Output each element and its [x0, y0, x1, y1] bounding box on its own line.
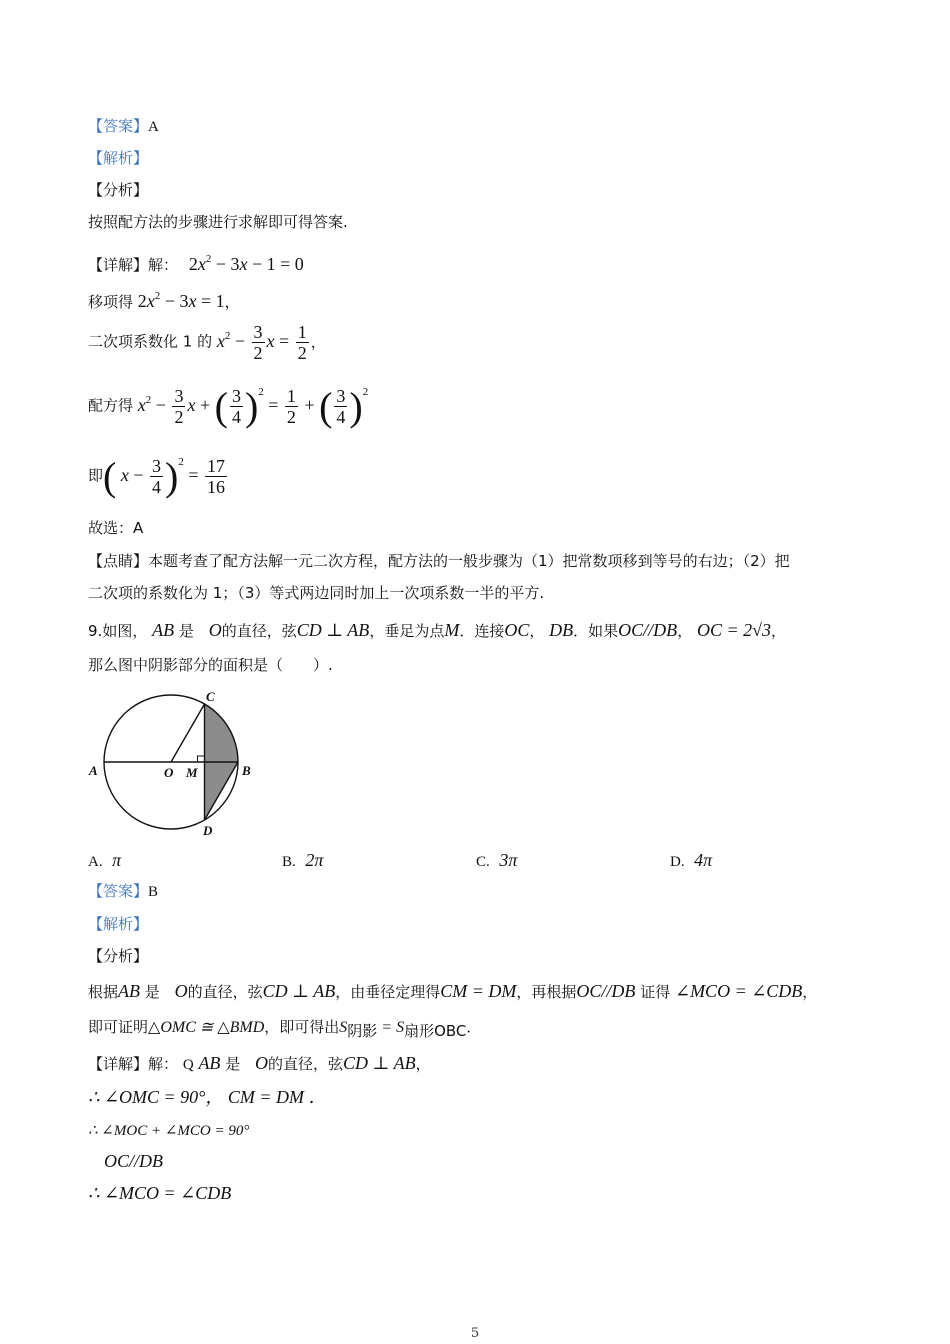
xiangjie-tag: 【详解】: [88, 1055, 149, 1073]
step2-label: 移项得: [88, 293, 134, 311]
stem-text: ，: [529, 622, 545, 640]
q9-stem-line1: [88, 620, 786, 641]
xiangjie-q9-line2: ∴ ∠OMC = 90°， CM = DM ．: [88, 1087, 327, 1107]
math-ab: AB: [198, 1053, 221, 1073]
xiangjie-q9-line1: [88, 1053, 431, 1075]
subscript-shadow: 阴影: [347, 1022, 378, 1040]
math-ab: AB: [152, 620, 175, 640]
option-c[interactable]: [476, 850, 517, 871]
math-parallel: OC//DB: [576, 981, 636, 1001]
step4-label: 配方得: [88, 396, 134, 415]
step4-line: [88, 383, 369, 429]
xiangjie-q9-line3: ∴ ∠MOC + ∠MCO = 90°: [88, 1123, 250, 1139]
step2-line: [88, 286, 240, 312]
geometry-figure: [88, 686, 268, 844]
right-angle-mark: [198, 756, 205, 762]
option-value: π: [112, 850, 122, 870]
step3-label: 二次项系数化 1 的: [88, 332, 213, 351]
option-letter: D.: [670, 854, 685, 870]
option-value: 4π: [694, 850, 713, 870]
label-b: B: [242, 763, 251, 778]
math-m: M: [444, 620, 460, 640]
equation-step4: $x^2$ − $\frac{3}{2}$ x + ( $\frac{3}{4}$ )$^2$ = $\frac{1}{2}$ + ( $\frac{3}{4}$ )$^2$: [137, 383, 369, 429]
text: ，再根据: [516, 983, 577, 1001]
text: ，: [415, 1055, 431, 1073]
dianjing-line1: [88, 551, 790, 571]
math-o: O: [255, 1053, 269, 1073]
xiangjie-line-q8: [88, 249, 304, 275]
option-d[interactable]: [670, 850, 712, 871]
xiangjie-q9-line5: ∴ ∠MCO = ∠CDB: [88, 1183, 232, 1203]
math-cd-perp-ab: CD ⊥ AB: [296, 620, 370, 640]
equation-step1: $2x^2 - 3x - 1 = 0$: [188, 253, 304, 274]
label-o: O: [164, 765, 174, 780]
text: 根据: [88, 983, 119, 1001]
stem-text: 如图，: [102, 622, 148, 640]
math-angle-eq: ∠MCO = ∠CDB: [674, 981, 803, 1001]
stem-text: 是: [178, 622, 194, 640]
math-cd-perp-ab: CD ⊥ AB: [262, 981, 336, 1001]
option-letter: A.: [88, 854, 103, 870]
text: ，由垂径定理得: [335, 983, 441, 1001]
stem-text: ，: [677, 622, 693, 640]
dianjing-tag: 【点睛】: [88, 552, 149, 570]
fenxi-heading-q8: [88, 180, 148, 200]
math-cm-dm: CM = DM: [440, 981, 517, 1001]
conclusion-q8: 故选：A: [88, 519, 144, 537]
option-a[interactable]: [88, 850, 121, 871]
label-c: C: [206, 689, 215, 704]
q9-stem-line2: 那么图中阴影部分的面积是（ ）.: [88, 656, 333, 674]
question-number: 9.: [88, 622, 103, 640]
label-m: M: [186, 765, 198, 780]
text: 是: [225, 1055, 241, 1073]
shaded-sector-upper: [205, 704, 239, 762]
answer-line-q9: [88, 881, 158, 902]
subscript-sector: 扇形OBC: [404, 1022, 467, 1040]
step5-label: 即: [88, 466, 104, 485]
math-congruence: △OMC ≅ △BMD: [148, 1019, 265, 1036]
option-value: 2π: [305, 850, 324, 870]
math-oc-value: OC = 2√3: [696, 620, 772, 640]
math-o: O: [208, 620, 222, 640]
fenxi-q9-line2: [88, 1017, 481, 1041]
page-number: 5: [470, 1326, 480, 1341]
dianjing-text-1: 本题考查了配方法解一元二次方程，配方法的一般步骤为（1）把常数项移到等号的右边；（2）把: [148, 552, 790, 570]
option-letter: C.: [476, 854, 490, 870]
jiexi-tag: 【解析】: [88, 149, 149, 167]
label-d: D: [203, 823, 213, 838]
equation-step2: $2x^2 - 3x = 1$，: [137, 290, 240, 311]
text: 证得: [640, 983, 671, 1001]
segment-oc: [171, 704, 205, 762]
fenxi-q9-line1: [88, 981, 817, 1002]
jiexi-tag: 【解析】: [88, 915, 149, 933]
stem-text: ，垂足为点: [369, 622, 445, 640]
equation-step5: ( x − $\frac{3}{4}$ )$^2$ = $\frac{17}{16}$: [103, 453, 225, 499]
stem-text: ．连接: [459, 622, 505, 640]
text: 是: [144, 983, 160, 1001]
because-symbol: Q: [182, 1057, 194, 1073]
text: ，即可得出: [264, 1018, 340, 1036]
math-oc-parallel-db: OC//DB: [618, 620, 678, 640]
option-letter: B.: [282, 854, 296, 870]
fenxi-heading-q9: [88, 946, 148, 966]
jiexi-heading-q8: [88, 148, 148, 168]
xiangjie-tag: 【详解】: [88, 256, 149, 274]
solution-prefix: 解：: [148, 1055, 179, 1073]
answer-line-q8: [88, 116, 159, 137]
fenxi-tag: 【分析】: [88, 947, 149, 965]
stem-text: ，: [771, 622, 787, 640]
solution-prefix: 解：: [148, 256, 179, 274]
answer-value: A: [148, 119, 159, 135]
step5-line: [88, 453, 229, 499]
answer-tag: 【答案】: [88, 882, 149, 900]
math-cd-perp-ab: CD ⊥ AB: [343, 1053, 416, 1073]
text: 的直径，弦: [268, 1055, 344, 1073]
answer-value: B: [148, 884, 159, 900]
text: ，: [802, 983, 818, 1001]
stem-text: ．如果: [573, 622, 619, 640]
equation-step3: $x^2$ − $\frac{3}{2}$ x = $\frac{1}{2}$ ，: [216, 322, 326, 363]
text: 的直径，弦: [187, 983, 263, 1001]
text: 即可证明: [88, 1018, 149, 1036]
text: ．: [466, 1018, 482, 1036]
option-value: 3π: [499, 850, 518, 870]
step3-line: [88, 322, 326, 363]
math-ab: AB: [118, 981, 141, 1001]
math-s-shadow: S: [339, 1019, 348, 1036]
xiangjie-q9-line4: OC//DB: [104, 1151, 164, 1171]
math-oc: OC: [504, 620, 530, 640]
math-o: O: [174, 981, 188, 1001]
answer-tag: 【答案】: [88, 117, 149, 135]
dianjing-line2: 二次项的系数化为 1；（3）等式两边同时加上一次项系数一半的平方.: [88, 584, 545, 602]
circle-diagram: [88, 686, 268, 848]
fenxi-text-q8: 按照配方法的步骤进行求解即可得答案.: [88, 213, 348, 231]
fenxi-tag: 【分析】: [88, 181, 149, 199]
option-b[interactable]: [282, 850, 323, 871]
stem-text: 的直径，弦: [221, 622, 297, 640]
math-db: DB: [549, 620, 574, 640]
label-a: A: [89, 763, 98, 778]
math-s-sector: = S: [377, 1019, 405, 1036]
jiexi-heading-q9: [88, 914, 148, 934]
